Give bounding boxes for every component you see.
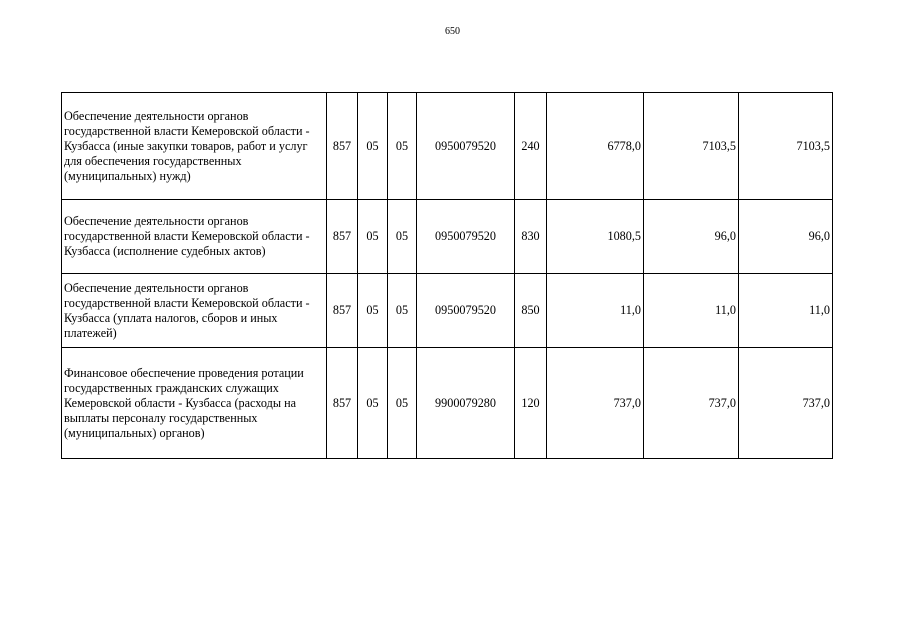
table-row (62, 274, 833, 348)
row-description: Финансовое обеспечение проведения ротации государственных гражданских служащих Кемеровской области - Кузбасса (расходы на выплаты персоналу государственных (муниципальных) органов) (62, 348, 327, 459)
target-article-code: 0950079520 (417, 93, 515, 200)
table-row (62, 93, 833, 200)
table-row (62, 348, 833, 459)
section-code: 05 (358, 200, 388, 274)
subsection-code: 05 (388, 93, 417, 200)
expense-type-code: 830 (515, 200, 547, 274)
amount-year-1: 11,0 (547, 274, 644, 348)
amount-year-3: 96,0 (739, 200, 833, 274)
subsection-code: 05 (388, 274, 417, 348)
target-article-code: 0950079520 (417, 274, 515, 348)
ministry-code: 857 (327, 93, 358, 200)
amount-year-3: 7103,5 (739, 93, 833, 200)
amount-year-2: 7103,5 (644, 93, 739, 200)
amount-year-1: 737,0 (547, 348, 644, 459)
ministry-code: 857 (327, 200, 358, 274)
ministry-code: 857 (327, 274, 358, 348)
amount-year-1: 6778,0 (547, 93, 644, 200)
amount-year-3: 11,0 (739, 274, 833, 348)
subsection-code: 05 (388, 348, 417, 459)
amount-year-2: 737,0 (644, 348, 739, 459)
amount-year-2: 11,0 (644, 274, 739, 348)
ministry-code: 857 (327, 348, 358, 459)
page-number: 650 (445, 26, 460, 37)
expense-type-code: 120 (515, 348, 547, 459)
table-row (62, 200, 833, 274)
amount-year-3: 737,0 (739, 348, 833, 459)
section-code: 05 (358, 348, 388, 459)
target-article-code: 0950079520 (417, 200, 515, 274)
budget-table (61, 92, 833, 459)
amount-year-1: 1080,5 (547, 200, 644, 274)
section-code: 05 (358, 274, 388, 348)
target-article-code: 9900079280 (417, 348, 515, 459)
expense-type-code: 240 (515, 93, 547, 200)
section-code: 05 (358, 93, 388, 200)
amount-year-2: 96,0 (644, 200, 739, 274)
row-description: Обеспечение деятельности органов государственной власти Кемеровской области - Кузбасса (исполнение судебных актов) (62, 200, 327, 274)
subsection-code: 05 (388, 200, 417, 274)
row-description: Обеспечение деятельности органов государственной власти Кемеровской области - Кузбасса (иные закупки товаров, работ и услуг для обеспечения государственных (муниципальных) нужд) (62, 93, 327, 200)
row-description: Обеспечение деятельности органов государственной власти Кемеровской области - Кузбасса (уплата налогов, сборов и иных платежей) (62, 274, 327, 348)
expense-type-code: 850 (515, 274, 547, 348)
